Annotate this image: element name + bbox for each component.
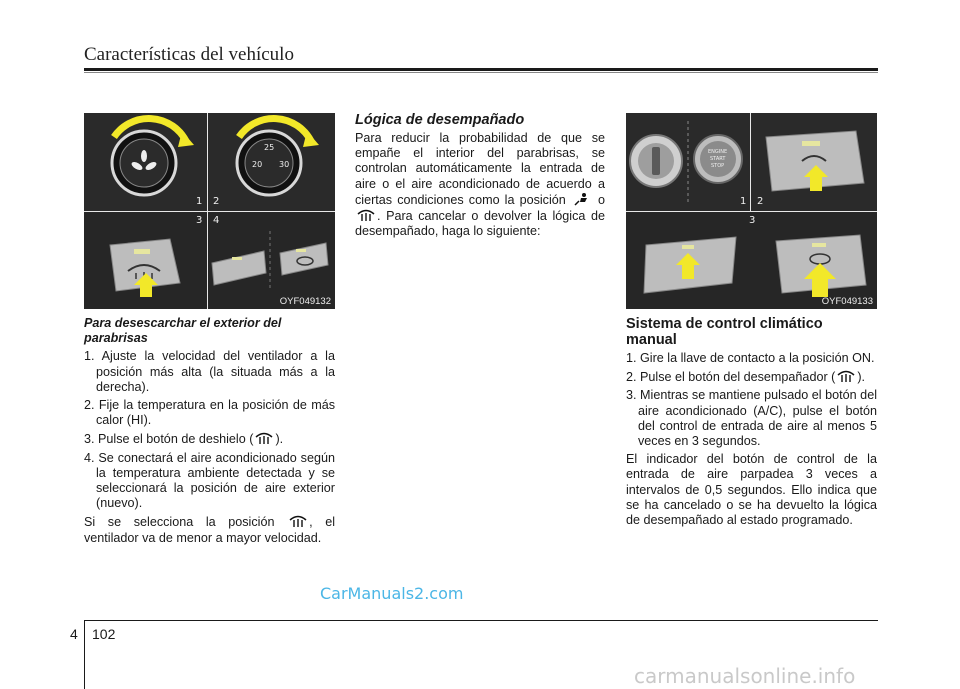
site-watermark: carmanualsonline.info — [634, 664, 856, 688]
list-item: 3. Mientras se mantiene pulsado el botón del aire acondicionado (A/C), pulse el botón del control de entrada de aire al menos 5 veces en 3 segundos. — [626, 388, 877, 449]
footer-rule — [84, 620, 878, 621]
defrost-icon — [355, 208, 377, 222]
section-title: Sistema de control climático manual — [626, 316, 823, 348]
climate-control-figure — [84, 113, 335, 309]
defrost-button-top — [766, 131, 864, 191]
footer-vertical-rule — [84, 620, 85, 689]
page-header-title: Características del vehículo — [84, 44, 294, 65]
callout-label: 1 — [196, 196, 203, 207]
floor-defrost-mode-icon — [571, 192, 593, 206]
defrost-icon — [287, 514, 309, 528]
section-number: 4 — [70, 626, 78, 642]
callout-label: 1 — [740, 196, 747, 207]
callout-label: 4 — [213, 215, 220, 226]
note-paragraph: Si se selecciona la posición , el ventilador va de menor a mayor velocidad. — [84, 515, 336, 545]
dial-number: 30 — [279, 160, 290, 169]
callout-label: 3 — [749, 215, 756, 226]
key-text: START — [710, 156, 726, 162]
figure-code: OYF049133 — [821, 296, 873, 307]
left-column — [84, 316, 335, 549]
list-item: 2. Fije la temperatura en la posición de más calor (HI). — [84, 398, 335, 428]
defrost-icon — [253, 431, 275, 445]
middle-column — [355, 112, 605, 242]
dial-number: 20 — [252, 160, 263, 169]
list-item: 4. Se conectará el aire acondicionado según la temperatura ambiente detectada y se seleccionará la posición de aire exterior (nuevo). — [84, 450, 335, 511]
paragraph: El indicador del botón de control de la entrada de aire parpadea 3 veces a intervalos de 0,5 segundos. Ello indica que se ha cancelado o se ha devuelto la lógica de desempañado al estado programado. — [626, 452, 877, 528]
defrost-icon — [835, 369, 857, 383]
key-text: STOP — [711, 163, 725, 169]
watermark-link[interactable]: CarManuals2.com — [320, 584, 464, 603]
key-text: ENGINE — [708, 149, 728, 155]
right-column — [626, 316, 877, 531]
dial-number: 25 — [264, 143, 275, 152]
page-number: 102 — [92, 626, 116, 642]
list-item: 1. Ajuste la velocidad del ventilador a la posición más alta (la situada más a la derecha). — [84, 349, 335, 394]
list-item: 2. Pulse el botón del desempañador ( ). — [626, 370, 866, 385]
ac-button-bottom — [644, 237, 736, 293]
section-caption: Para desescarchar el exterior del parabrisas — [84, 316, 282, 346]
paragraph: Para reducir la probabilidad de que se empañe el interior del parabrisas, se controlan automáticamente la entrada de aire o el aire acondicionado de acuerdo a ciertas condiciones como la posición o . Para cancelar o devolver la lógica de desempañado, haga lo siguiente: — [355, 131, 606, 239]
section-title: Lógica de desempañado — [355, 112, 525, 128]
callout-label: 3 — [196, 215, 203, 226]
list-item: 3. Pulse el botón de deshielo ( ). — [84, 432, 284, 447]
header-rule-thin — [84, 72, 878, 73]
list-item: 1. Gire la llave de contacto a la posición ON. — [626, 351, 875, 365]
header-rule — [84, 68, 878, 71]
figure-code: OYF049132 — [279, 296, 331, 307]
manual-climate-figure — [626, 113, 877, 309]
callout-label: 2 — [213, 196, 220, 207]
callout-label: 2 — [757, 196, 764, 207]
